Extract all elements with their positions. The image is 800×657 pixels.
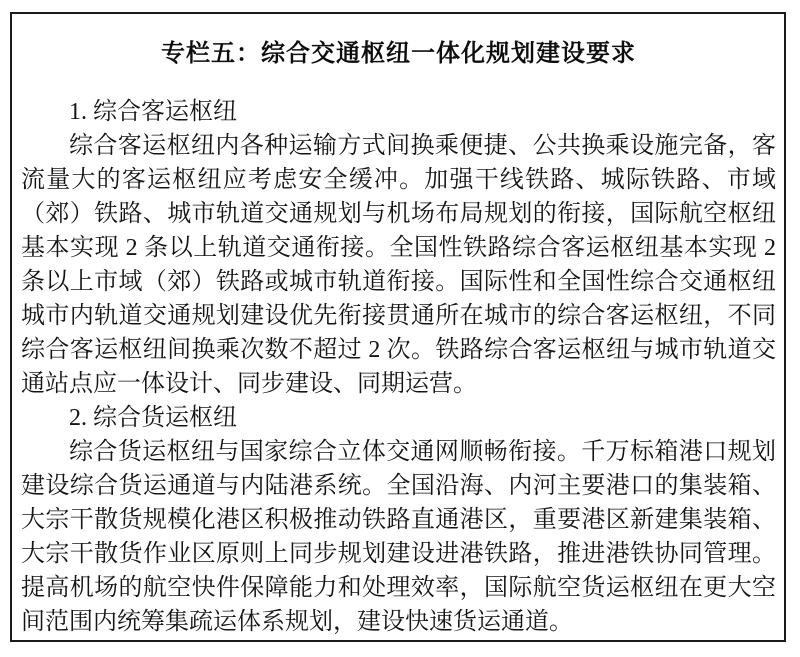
box-body [21,95,776,639]
section-2-body: 综合货运枢纽与国家综合立体交通网顺畅衔接。千万标箱港口规划建设综合货运通道与内陆港系统。全国沿海、内河主要港口的集装箱、大宗干散货规模化港区积极推动铁路直通港区，重要港区新建集装箱、大宗干散货作业区原则上同步规划建设进港铁路，推进港铁协同管理。提高机场的航空快件保障能力和处理效率，国际航空货运枢纽在更大空间范围内统筹集疏运体系规划，建设快速货运通道。 [21,439,776,635]
callout-box [10,12,786,642]
section-1-body: 综合客运枢纽内各种运输方式间换乘便捷、公共换乘设施完备，客流量大的客运枢纽应考虑安全缓冲。加强干线铁路、城际铁路、市域（郊）铁路、城市轨道交通规划与机场布局规划的衔接，国际航空枢纽基本实现 2 条以上轨道交通衔接。全国性铁路综合客运枢纽基本实现 2 条以上市域（郊）铁路或城市轨道衔接。国际性和全国性综合交通枢纽城市内轨道交通规划建设优先衔接贯通所在城市的综合客运枢纽，不同综合客运枢纽间换乘次数不超过 2 次。铁路综合客运枢纽与城市轨道交通站点应一体设计、同步建设、同期运营。 [21,133,776,397]
section-2-heading: 2. 综合货运枢纽 [69,405,237,431]
box-title: 专栏五：综合交通枢纽一体化规划建设要求 [161,40,636,67]
section-1-heading: 1. 综合客运枢纽 [69,99,237,125]
